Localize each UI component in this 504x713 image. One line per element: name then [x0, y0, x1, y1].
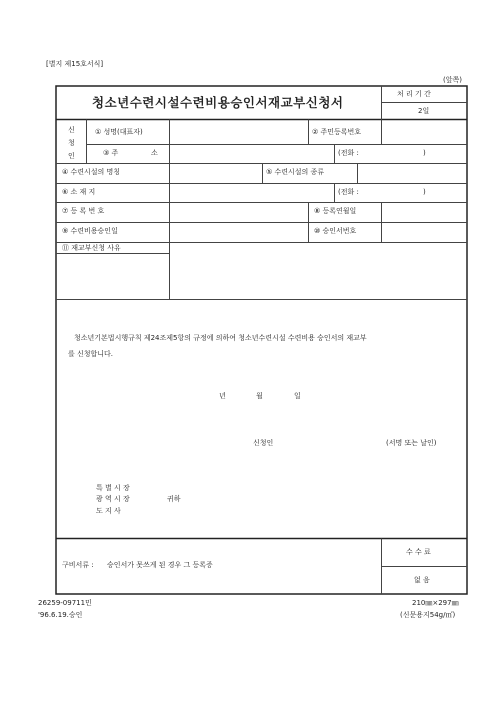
form-code: 26259-09711민	[38, 599, 92, 607]
approval-date-label: ⑨ 수련비용승인일	[62, 227, 118, 235]
required-documents-label: 구비서류 :	[62, 561, 94, 569]
name-label: ① 성명(대표자)	[95, 128, 143, 136]
date-day: 일	[294, 392, 301, 400]
processing-period-value: 2일	[418, 107, 430, 115]
fee-value: 없 음	[414, 576, 430, 584]
applicant-label-3: 인	[68, 152, 75, 160]
address-label-1: ③ 주	[103, 149, 119, 157]
paper-type: (신문용지54g/㎡)	[400, 611, 456, 619]
address-label-2: 소	[151, 149, 158, 157]
recipient-special-city: 특 별 시 장	[96, 484, 130, 492]
phone-label-2: (전화 :	[338, 188, 359, 196]
date-month: 월	[256, 392, 263, 400]
phone-close-1: )	[423, 149, 426, 157]
signature-note: (서명 또는 날인)	[386, 439, 437, 447]
facility-name-label: ④ 수련시설의 명칭	[62, 168, 121, 176]
form-title: 청소년수련시설수련비용승인서재교부신청서	[92, 95, 344, 110]
applicant-label-2: 청	[68, 139, 75, 147]
paper-size: 210㎜×297㎜	[412, 599, 459, 607]
required-documents-value: 승인서가 못쓰게 된 경우 그 등록증	[107, 561, 213, 569]
approval-date-note: '96.6.19.승인	[38, 611, 83, 619]
registration-date-label: ⑧ 등록연월일	[314, 207, 357, 215]
location-label: ⑥ 소 재 지	[62, 188, 96, 196]
registration-number-label: ⑦ 등 록 번 호	[62, 207, 105, 215]
recipient-suffix: 귀하	[167, 495, 181, 503]
resident-number-label: ② 주민등록번호	[312, 128, 362, 136]
facility-type-label: ⑤ 수련시설의 종류	[266, 168, 325, 176]
processing-period-label: 처 리 기 간	[397, 90, 431, 98]
recipient-province: 도 지 사	[96, 507, 121, 515]
phone-close-2: )	[423, 188, 426, 196]
front-side-note: (앞쪽)	[443, 76, 462, 84]
reissue-reason-label: ⑪ 재교부신청 사유	[62, 244, 121, 252]
statement-line-2: 를 신청합니다.	[68, 350, 114, 358]
statement-line-1: 청소년기본법시행규칙 제24조제5항의 규정에 의하여 청소년수련시설 수련비용 승인서의 재교부	[74, 334, 367, 342]
phone-label-1: (전화 :	[338, 149, 359, 157]
form-number: [별지 제15호서식]	[46, 60, 104, 68]
certificate-number-label: ⑩ 승인서번호	[314, 227, 357, 235]
applicant-signature-label: 신청인	[253, 439, 274, 447]
fee-label: 수 수 료	[406, 548, 431, 556]
date-year: 년	[219, 392, 226, 400]
recipient-metro-city: 광 역 시 장	[96, 495, 130, 503]
applicant-label-1: 신	[68, 126, 75, 134]
